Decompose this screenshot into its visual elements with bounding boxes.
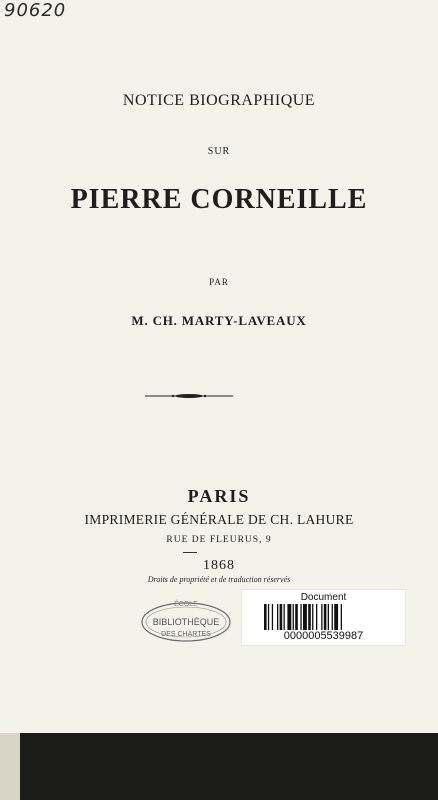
imprint-printer: IMPRIMERIE GÉNÉRALE DE CH. LAHURE (84, 512, 354, 527)
main-title: PIERRE CORNEILLE (70, 184, 368, 215)
title-line-2: SUR (207, 146, 231, 157)
title-line-1: NOTICE BIOGRAPHIQUE (122, 92, 316, 109)
imprint-rule (183, 552, 197, 553)
barcode-number: 0000005539987 (283, 630, 364, 642)
ornament-rule (145, 392, 233, 400)
imprint-year: 1868 (203, 558, 235, 573)
library-stamp (140, 598, 232, 644)
handwritten-shelfmark: 90620 (4, 0, 67, 21)
imprint-street: RUE DE FLEURUS, 9 (166, 535, 272, 545)
barcode-icon (264, 604, 382, 630)
barcode-label (241, 589, 406, 646)
stamp-line-3: DES CHARTES (161, 631, 211, 638)
rights-notice: Droits de propriété et de traduction réservés (147, 575, 291, 584)
author-name: M. CH. MARTY-LAVEAUX (131, 313, 307, 328)
binding-strip (0, 733, 438, 800)
barcode-title: Document (300, 592, 347, 603)
stamp-line-1: ÉCOLE (174, 601, 198, 608)
page-edge (0, 733, 20, 800)
stamp-line-2: BIBLIOTHÈQUE (152, 617, 220, 627)
author-prefix: PAR (209, 277, 229, 287)
imprint-city: PARIS (187, 486, 251, 506)
